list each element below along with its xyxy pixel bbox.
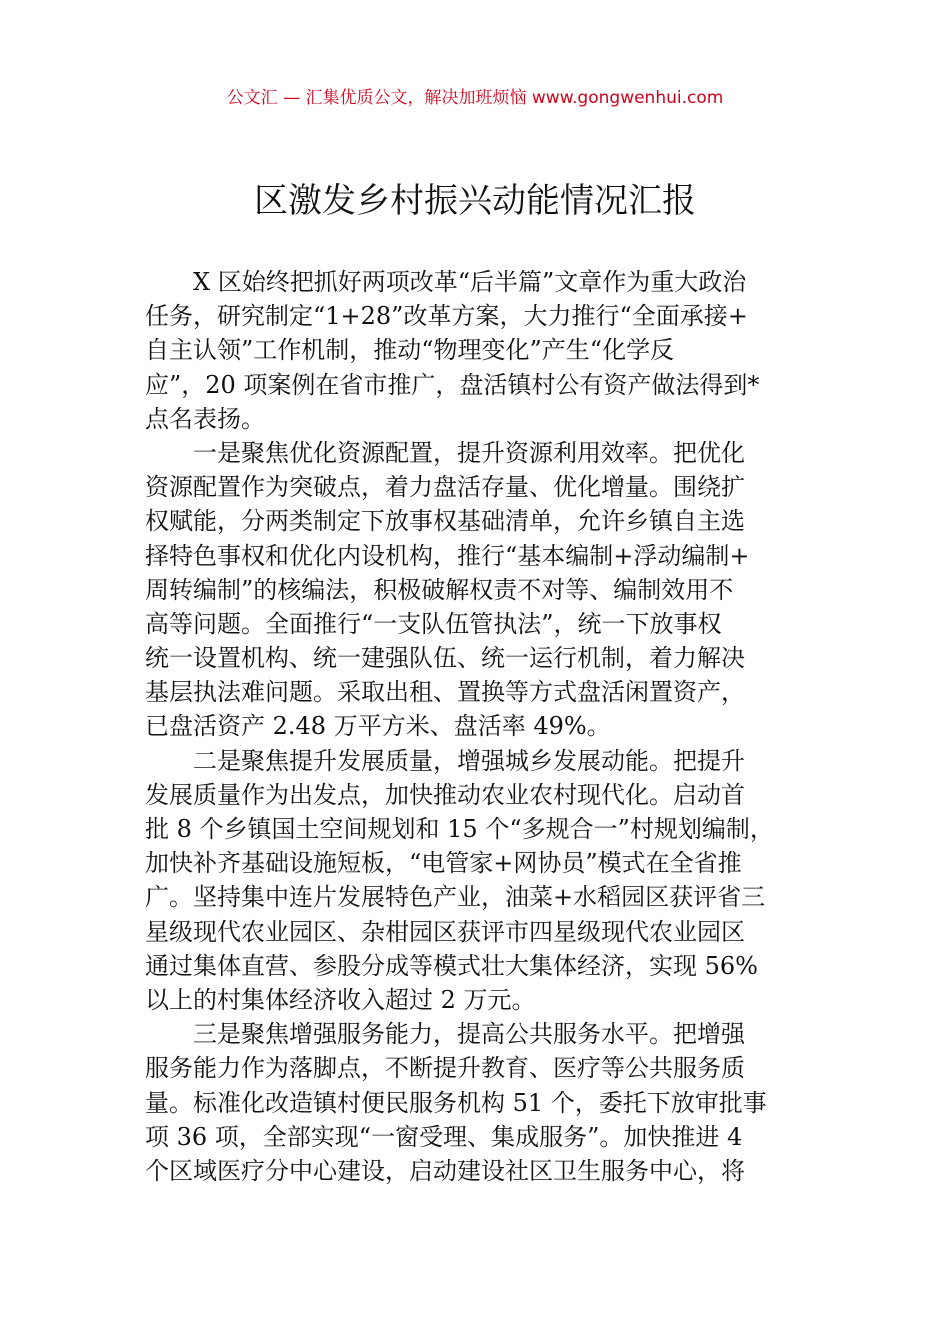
paragraph-line: 以上的村集体经济收入超过 2 万元。 — [145, 985, 536, 1014]
paragraph-line: 择特色事权和优化内设机构，推行“基本编制+浮动编制+ — [145, 541, 750, 570]
paragraph-line: 权赋能，分两类制定下放事权基础清单，允许乡镇自主选 — [145, 507, 745, 536]
paragraph-line: 二是聚焦提升发展质量，增强城乡发展动能。把提升 — [193, 746, 745, 775]
paragraph-line: 应”，20 项案例在省市推广，盘活镇村公有资产做法得到* — [145, 370, 760, 399]
paragraph-line: 高等问题。全面推行“一支队伍管执法”，统一下放事权 — [145, 609, 722, 638]
site-banner[interactable]: 公文汇 — 汇集优质公文，解决加班烦恼 www.gongwenhui.com — [226, 88, 724, 108]
paragraph-line: 三是聚焦增强服务能力，提高公共服务水平。把增强 — [193, 1020, 745, 1049]
document-body — [145, 265, 813, 1188]
paragraph-line: 批 8 个乡镇国土空间规划和 15 个“多规合一”村规划编制， — [145, 815, 774, 843]
paragraph-line: 加快补齐基础设施短板，“电管家+网协员”模式在全省推 — [145, 849, 742, 878]
paragraph-line: 一是聚焦优化资源配置，提升资源利用效率。把优化 — [193, 438, 745, 467]
document-title: 区激发乡村振兴动能情况汇报 — [254, 181, 696, 221]
paragraph-line: 量。标准化改造镇村便民服务机构 51 个，委托下放审批事 — [145, 1088, 767, 1117]
paragraph-line: 统一设置机构、统一建强队伍、统一运行机制，着力解决 — [145, 644, 745, 673]
paragraph-line: 发展质量作为出发点，加快推动农业农村现代化。启动首 — [145, 780, 745, 809]
paragraph-line: 自主认领”工作机制，推动“物理变化”产生“化学反 — [145, 336, 675, 365]
paragraph-line: 已盘活资产 2.48 万平方米、盘活率 49%。 — [145, 712, 611, 741]
paragraph-line: 个区域医疗分中心建设，启动建设社区卫生服务中心，将 — [145, 1156, 745, 1185]
paragraph-line: 星级现代农业园区、杂柑园区获评市四星级现代农业园区 — [145, 917, 745, 946]
paragraph-line: 项 36 项，全部实现“一窗受理、集成服务”。加快推进 4 — [145, 1122, 743, 1151]
paragraph-line: 通过集体直营、参股分成等模式壮大集体经济，实现 56% — [145, 951, 758, 980]
paragraph-line: 广。坚持集中连片发展特色产业，油菜+水稻园区获评省三 — [145, 883, 766, 912]
paragraph-line: 资源配置作为突破点，着力盘活存量、优化增量。围绕扩 — [145, 473, 745, 502]
paragraph-line: 周转编制”的核编法，积极破解权责不对等、编制效用不 — [145, 575, 734, 604]
paragraph-line: X 区始终把抓好两项改革“后半篇”文章作为重大政治 — [193, 268, 747, 296]
paragraph-line: 服务能力作为落脚点，不断提升教育、医疗等公共服务质 — [145, 1054, 745, 1083]
paragraph-line: 任务，研究制定“1+28”改革方案，大力推行“全面承接+ — [145, 302, 748, 331]
paragraph-line: 基层执法难问题。采取出租、置换等方式盘活闲置资产， — [145, 678, 745, 707]
paragraph-line: 点名表扬。 — [145, 404, 265, 433]
